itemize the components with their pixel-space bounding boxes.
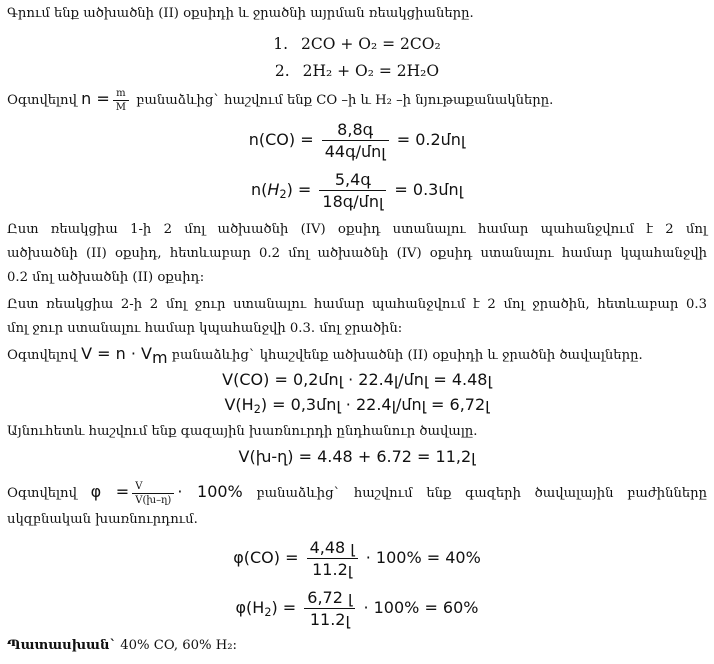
formula-phi-mult: · 100%	[177, 482, 243, 501]
calc-phi-h2-lhs-a: φ(H	[235, 598, 265, 617]
reaction-1-number: 1.	[273, 35, 289, 53]
calc-n-h2	[0, 170, 714, 211]
calc-n-h2-lhs-a: n(	[251, 180, 268, 199]
formula-v-lhs: V = n · V	[81, 344, 152, 363]
calc-phi-co-lhs: φ(CO) =	[233, 548, 299, 567]
formula-n-numerator: m	[113, 88, 129, 101]
calc-n-h2-rhs: = 0.3մոլ	[394, 180, 463, 199]
formula-phi-fraction	[132, 481, 174, 506]
calc-n-co-rhs: = 0.2մոլ	[396, 130, 466, 149]
para1-line2: ածխածնի (II) օքսիդ, հետևաբար 0.2 մոլ ածխածնի (IV) օքսիդ ստանալու համար կպահանջվի	[7, 246, 707, 261]
calc-phi-co-rhs: · 100% = 40%	[365, 548, 481, 567]
formula-phi-num: V	[132, 481, 174, 494]
calc-n-h2-lhs-sub: 2	[279, 187, 287, 201]
reaction-1	[0, 34, 714, 54]
formula-n-lhs: n =	[81, 89, 110, 108]
calc-n-h2-lhs-c: ) =	[286, 180, 312, 199]
calc-n-co-den: 44գ/մոլ	[324, 142, 386, 161]
calc-phi-h2-lhs-sub: 2	[264, 605, 272, 619]
formula-n-fraction	[113, 88, 129, 113]
formula-n-line	[7, 88, 553, 113]
formula-v-sub: m	[152, 348, 168, 367]
answer-label: Պատասխան`	[7, 638, 117, 653]
intro-text: Գրում ենք ածխածնի (II) օքսիդի և ջրածնի այրման ռեակցիաները.	[7, 6, 474, 21]
reaction-2	[0, 61, 714, 81]
formula-v-suffix: բանաձևից` կհաշվենք ածխածնի (II) օքսիդի և ջրածնի ծավալները.	[171, 348, 643, 363]
formula-phi-lhs: φ =	[90, 482, 130, 501]
calc-phi-co-num: 4,48 լ	[307, 538, 358, 559]
calc-v-mix: V(խ-ղ) = 4.48 + 6.72 = 11,2լ	[238, 447, 476, 466]
calc-n-co	[0, 120, 714, 161]
calc-phi-h2	[0, 588, 714, 629]
formula-phi-den: V(խ–ղ)	[135, 495, 172, 506]
para2-line2: մոլ ջուր ստանալու համար կպահանջվի 0.3. մոլ ջրածին:	[7, 321, 403, 336]
para1-line3: 0.2 մոլ ածխածնի (II) օքսիդ:	[7, 270, 205, 285]
mix-text: Այնուհետև հաշվում ենք գազային խառնուրդի ընդհանուր ծավալը.	[7, 424, 478, 439]
calc-n-h2-fraction	[319, 170, 386, 211]
calc-v-h2-b: ) = 0,3մոլ · 22.4լ/մոլ = 6,72լ	[260, 395, 490, 414]
calc-phi-h2-lhs-b: ) =	[271, 598, 297, 617]
reaction-2-equation: 2H₂ + O₂ = 2H₂O	[302, 62, 440, 80]
calc-n-co-lhs: n(CO) =	[248, 130, 314, 149]
calc-n-h2-lhs-b: H	[267, 180, 280, 199]
reaction-1-equation: 2CO + O₂ = 2CO₂	[301, 35, 441, 53]
formula-phi-suffix: բանաձևից` հաշվում ենք գազերի ծավալային բաժինները	[256, 486, 707, 501]
formula-v-line	[7, 345, 643, 367]
calc-phi-h2-rhs: · 100% = 60%	[363, 598, 479, 617]
calc-phi-co-fraction	[307, 538, 358, 579]
para2-line1: Ըստ ռեակցիա 2-ի 2 մոլ ջուր ստանալու համար պահանջվում է 2 մոլ ջրածին, հետևաբար 0.3	[7, 297, 707, 312]
answer-text: 40% CO, 60% H₂:	[116, 638, 237, 653]
calc-phi-h2-fraction	[304, 588, 355, 629]
answer-line	[7, 637, 237, 655]
formula-n-denominator: M	[115, 102, 127, 113]
calc-n-h2-den: 18գ/մոլ	[322, 192, 384, 211]
formula-n-prefix: Օգտվելով	[7, 93, 77, 108]
formula-phi-line	[7, 481, 707, 506]
initial-mix-text: սկզբնական խառնուրդում.	[7, 512, 198, 527]
calc-phi-co-den: 11.2լ	[312, 560, 353, 579]
formula-phi-prefix: Օգտվելով	[7, 486, 77, 501]
calc-n-co-fraction	[322, 120, 389, 161]
calc-phi-co	[0, 538, 714, 579]
calc-phi-h2-den: 11.2լ	[309, 610, 350, 629]
calc-v-co: V(CO) = 0,2մոլ · 22.4լ/մոլ = 4.48լ	[222, 370, 492, 389]
calc-n-co-num: 8,8գ	[322, 120, 389, 141]
reaction-2-number: 2.	[274, 62, 290, 80]
calc-v-h2	[0, 395, 714, 416]
calc-v-h2-sub: 2	[253, 402, 261, 416]
calc-n-h2-num: 5,4գ	[319, 170, 386, 191]
formula-v-prefix: Օգտվելով	[7, 348, 77, 363]
formula-n-suffix: բանաձևից` հաշվում ենք CO –ի և H₂ –ի նյութաքանակները.	[136, 93, 554, 108]
para1-line1: Ըստ ռեակցիա 1-ի 2 մոլ ածխածնի (IV) օքսիդ ստանալու համար պահանջվում է 2 մոլ	[7, 222, 707, 237]
calc-v-h2-a: V(H	[224, 395, 254, 414]
calc-phi-h2-num: 6,72 լ	[304, 588, 355, 609]
